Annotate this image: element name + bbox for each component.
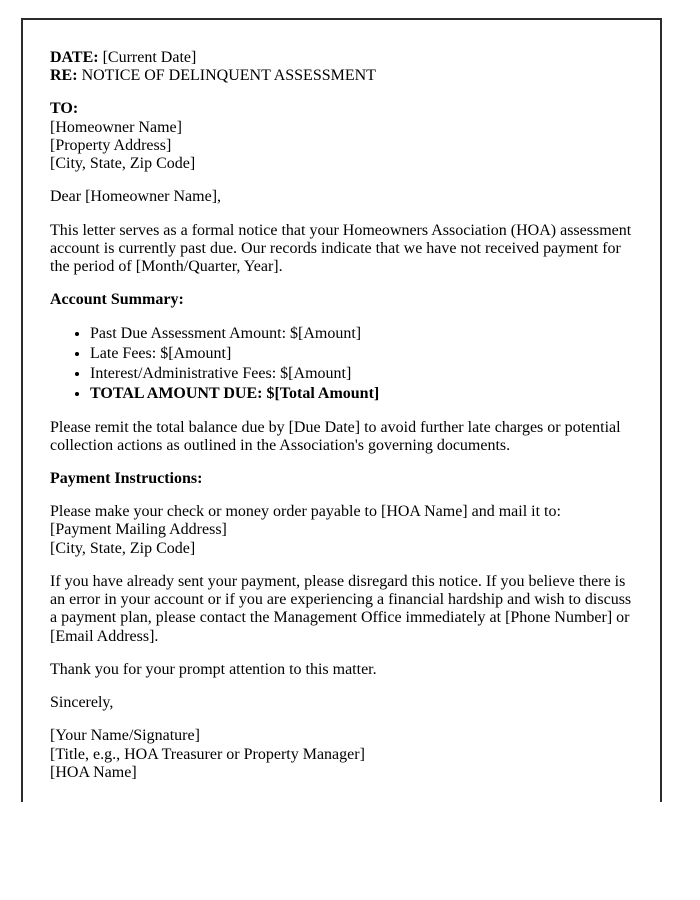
re-label: RE:: [50, 67, 78, 85]
letter-border-box: [21, 18, 662, 802]
intro-paragraph: This letter serves as a formal notice that your Homeowners Association (HOA) assessment account is currently past due. Our records indicate that we have not received payment for the period of [Month/Quarter, Year].: [50, 221, 632, 276]
salutation: Dear [Homeowner Name],: [50, 188, 222, 206]
recipient-address: [Property Address]: [50, 136, 172, 154]
letter-header: [50, 49, 632, 85]
payment-intro-line: Please make your check or money order payable to [HOA Name] and mail it to:: [50, 503, 561, 521]
recipient-city-state-zip: [City, State, Zip Code]: [50, 155, 196, 173]
payment-instructions-block: [50, 503, 632, 558]
to-label: TO:: [50, 100, 79, 118]
payment-instructions-heading: Payment Instructions:: [50, 469, 203, 487]
recipient-block: [50, 100, 632, 173]
closing: Sincerely,: [50, 694, 114, 712]
list-item-past-due: • Past Due Assessment Amount: $[Amount]: [90, 325, 632, 343]
date-line: [50, 49, 632, 67]
signature-hoa-name: [HOA Name]: [50, 763, 137, 781]
re-value: NOTICE OF DELINQUENT ASSESSMENT: [81, 67, 376, 85]
account-summary-heading: Account Summary:: [50, 291, 184, 309]
signature-block: [50, 727, 632, 782]
list-item-interest-fees: • Interest/Administrative Fees: $[Amount]: [90, 365, 632, 383]
account-summary-list: [50, 325, 632, 404]
remit-paragraph: Please remit the total balance due by [Due Date] to avoid further late charges or potential collection actions as outlined in the Association's governing documents.: [50, 418, 621, 454]
date-value: [Current Date]: [102, 49, 197, 66]
payment-mailing-address: [Payment Mailing Address]: [50, 521, 227, 539]
re-line: [50, 67, 632, 85]
date-label: DATE:: [50, 49, 99, 66]
payment-city-state-zip: [City, State, Zip Code]: [50, 539, 196, 557]
recipient-name: [Homeowner Name]: [50, 118, 182, 136]
letter-content: [50, 49, 632, 782]
signature-name: [Your Name/Signature]: [50, 727, 200, 745]
disregard-paragraph: If you have already sent your payment, please disregard this notice. If you believe there is an error in your account or if you are experiencing a financial hardship and wish to discuss a payment plan, please contact the Management Office immediately at [Phone Number] or [Email Address].: [50, 572, 632, 645]
thanks-paragraph: Thank you for your prompt attention to this matter.: [50, 660, 377, 678]
list-item-total-due: • TOTAL AMOUNT DUE: $[Total Amount]: [90, 385, 632, 403]
signature-title: [Title, e.g., HOA Treasurer or Property Manager]: [50, 745, 365, 763]
list-item-late-fees: • Late Fees: $[Amount]: [90, 345, 632, 363]
